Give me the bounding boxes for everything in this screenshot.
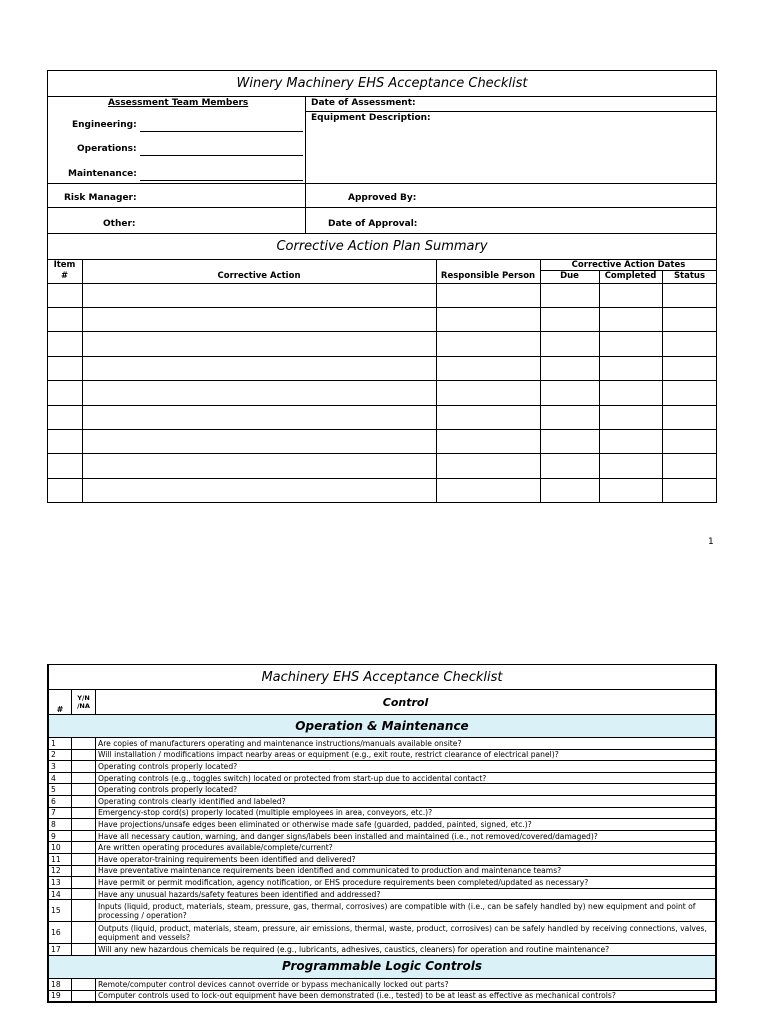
item-text: Will any new hazardous chemicals be required (e.g., lubricants, adhesives, caustics, cleaners) for operation and routine maintenance? [96,944,716,956]
operations-field[interactable] [140,155,303,156]
maintenance-label: Maintenance: [68,169,137,179]
yn-cell[interactable] [72,944,96,956]
item-number: 9 [49,830,72,842]
item-number: 19 [49,990,72,1002]
item-number: 7 [49,807,72,819]
col-due: Due [560,271,579,281]
col-control: Control [96,690,716,715]
col-item: Item [53,260,76,270]
item-number: 11 [49,853,72,865]
yn-cell[interactable] [72,761,96,773]
yn-cell[interactable] [72,738,96,750]
yn-cell[interactable] [72,795,96,807]
yn-cell[interactable] [72,772,96,784]
operations-label: Operations: [77,144,137,154]
item-text: Will installation / modifications impact nearby areas or equipment (e.g., exit route, restrict clearance of electrical panel)? [96,749,716,761]
item-text: Have preventative maintenance requirements been identified and communicated to production and maintenance teams? [96,865,716,877]
item-text: Operating controls properly located? [96,784,716,796]
date-of-approval-label: Date of Approval: [328,219,418,229]
section-operation-maintenance: Operation & Maintenance [49,715,716,738]
item-number: 18 [49,978,72,990]
item-text: Inputs (liquid, product, materials, steam, pressure, gas, thermal, corrosives) are compatible with (i.e., can be safely handled by) new equipment and point of processing / operation? [96,900,716,922]
item-text: Operating controls properly located? [96,761,716,773]
yn-cell[interactable] [72,784,96,796]
approved-by-label: Approved By: [348,193,417,203]
date-of-assessment-label: Date of Assessment: [311,98,416,108]
item-text: Computer controls used to lock-out equipment have been demonstrated (i.e., tested) to be at least as effective as mechanical controls? [96,990,716,1002]
engineering-label: Engineering: [72,120,137,130]
item-number: 10 [49,842,72,854]
col-corrective-action: Corrective Action [217,271,301,281]
yn-cell[interactable] [72,877,96,889]
item-number: 16 [49,922,72,944]
item-text: Remote/computer control devices cannot override or bypass mechanically locked out parts? [96,978,716,990]
yn-cell[interactable] [72,819,96,831]
item-text: Outputs (liquid, product, materials, steam, pressure, air emissions, thermal, waste, product, corrosives) can be safely handled by receiving connections, valves, equipment and vessels? [96,922,716,944]
yn-cell[interactable] [72,865,96,877]
col-item-hash: # [60,271,69,281]
item-text: Have all necessary caution, warning, and danger signs/labels been installed and maintained (i.e., not removed/covered/damaged)? [96,830,716,842]
item-number: 3 [49,761,72,773]
col-dates-group: Corrective Action Dates [571,260,686,270]
section-programmable-logic-controls: Programmable Logic Controls [49,955,716,978]
col-responsible-person: Responsible Person [440,271,536,281]
item-text: Have any unusual hazards/safety features been identified and addressed? [96,888,716,900]
yn-cell[interactable] [72,749,96,761]
item-text: Emergency-stop cord(s) properly located (multiple employees in area, conveyors, etc.)? [96,807,716,819]
other-label: Other: [103,219,136,229]
item-text: Have operator-training requirements been identified and delivered? [96,853,716,865]
item-text: Have projections/unsafe edges been eliminated or otherwise made safe (guarded, padded, painted, signed, etc.)? [96,819,716,831]
item-number: 13 [49,877,72,889]
checklist-form-page2 [47,664,717,1003]
yn-cell[interactable] [72,978,96,990]
risk-manager-label: Risk Manager: [64,193,137,203]
item-text: Operating controls clearly identified and labeled? [96,795,716,807]
item-text: Are written operating procedures available/complete/current? [96,842,716,854]
item-number: 4 [49,772,72,784]
page1-title: Winery Machinery EHS Acceptance Checklist [236,76,528,91]
yn-cell[interactable] [72,830,96,842]
col-completed: Completed [604,271,657,281]
yn-cell[interactable] [72,900,96,922]
item-number: 17 [49,944,72,956]
item-number: 5 [49,784,72,796]
yn-cell[interactable] [72,922,96,944]
yn-cell[interactable] [72,990,96,1002]
item-text: Are copies of manufacturers operating and maintenance instructions/manuals available onsite? [96,738,716,750]
cap-title: Corrective Action Plan Summary [276,239,488,254]
item-number: 1 [49,738,72,750]
equipment-description-label: Equipment Description: [311,113,431,123]
yn-cell[interactable] [72,853,96,865]
yn-cell[interactable] [72,842,96,854]
item-text: Operating controls (e.g., toggles switch) located or protected from start-up due to accidental contact? [96,772,716,784]
page-number: 1 [708,537,714,547]
item-number: 12 [49,865,72,877]
team-members-header: Assessment Team Members [108,98,249,108]
engineering-field[interactable] [140,131,303,132]
item-number: 6 [49,795,72,807]
item-text: Have permit or permit modification, agency notification, or EHS procedure requirements been completed/updated as necessary? [96,877,716,889]
page2-title: Machinery EHS Acceptance Checklist [49,665,716,690]
item-number: 14 [49,888,72,900]
item-number: 2 [49,749,72,761]
item-number: 15 [49,900,72,922]
yn-cell[interactable] [72,888,96,900]
checklist-form-page1 [47,70,717,503]
item-number: 8 [49,819,72,831]
col-status: Status [673,271,706,281]
col-hash: # [49,690,72,715]
yn-cell[interactable] [72,807,96,819]
maintenance-field[interactable] [140,180,303,181]
col-yn-na: Y/N /NA [72,690,96,715]
